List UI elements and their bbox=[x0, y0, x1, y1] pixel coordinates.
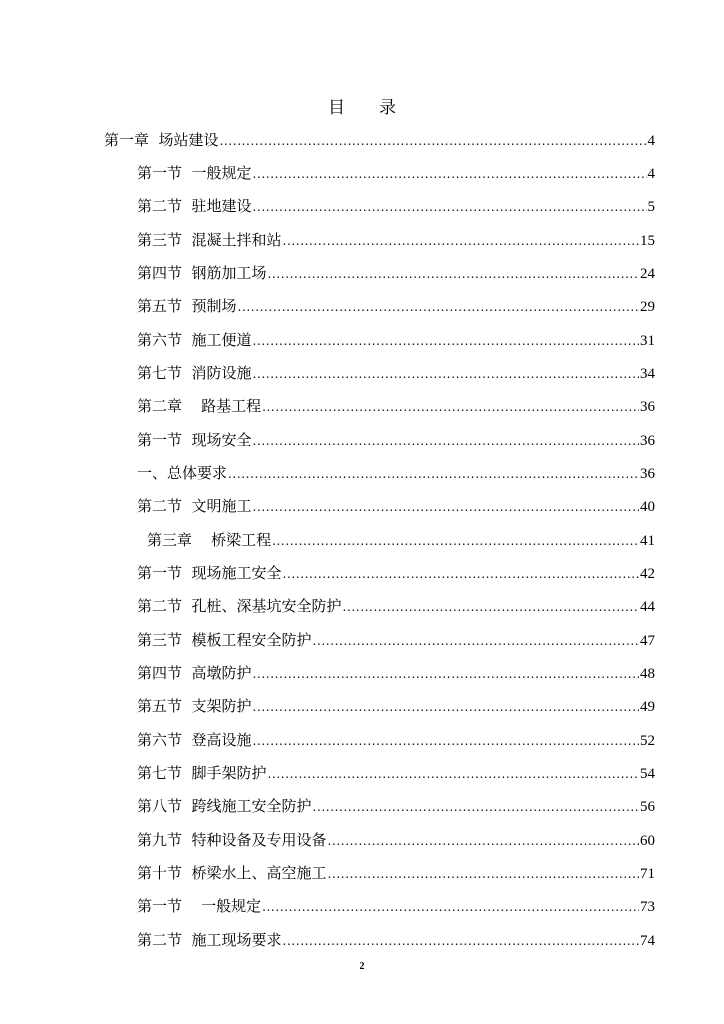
toc-entry-page: 29 bbox=[640, 299, 655, 315]
toc-entry-page: 47 bbox=[640, 633, 655, 649]
toc-leader bbox=[220, 131, 647, 151]
toc-leader bbox=[328, 864, 639, 884]
toc-entry-page: 40 bbox=[640, 499, 655, 515]
toc-entry-label: 第三章 桥梁工程 bbox=[147, 531, 272, 549]
toc-leader bbox=[283, 231, 639, 251]
toc-entry-label: 第九节 特种设备及专用设备 bbox=[137, 831, 327, 849]
toc-entry[interactable] bbox=[137, 830, 655, 850]
toc-entry-label: 第七节 消防设施 bbox=[137, 364, 252, 382]
toc-leader bbox=[328, 831, 639, 851]
toc-entry-page: 15 bbox=[640, 233, 655, 249]
toc-entry-label: 第二章 路基工程 bbox=[137, 397, 262, 415]
toc-entry-label: 第一节 现场安全 bbox=[137, 431, 252, 449]
toc-entry-label: 第五节 预制场 bbox=[137, 297, 237, 315]
toc-entry-page: 49 bbox=[640, 699, 655, 715]
toc-entry-label: 第一章 场站建设 bbox=[104, 131, 219, 149]
toc-entry-label: 第二节 文明施工 bbox=[137, 497, 252, 515]
toc-entry[interactable] bbox=[137, 663, 655, 683]
toc-leader bbox=[313, 797, 639, 817]
toc-entry-page: 4 bbox=[647, 133, 655, 149]
toc-entry-page: 5 bbox=[647, 199, 655, 215]
toc-entry-label: 第四节 钢筋加工场 bbox=[137, 264, 267, 282]
toc-leader bbox=[253, 197, 647, 217]
toc-entry-page: 54 bbox=[640, 766, 655, 782]
toc-entry-page: 36 bbox=[640, 399, 655, 415]
toc-entry-page: 74 bbox=[640, 933, 655, 949]
toc-entry[interactable] bbox=[137, 796, 655, 816]
toc-entry[interactable] bbox=[137, 396, 655, 416]
toc-entry[interactable] bbox=[137, 730, 655, 750]
toc-leader bbox=[313, 631, 639, 651]
toc-leader bbox=[268, 764, 639, 784]
toc-entry-page: 31 bbox=[640, 333, 655, 349]
toc-leader bbox=[253, 431, 639, 451]
toc-entry-page: 48 bbox=[640, 666, 655, 682]
toc-leader bbox=[253, 164, 647, 184]
toc-entry-page: 36 bbox=[640, 433, 655, 449]
toc-entry[interactable] bbox=[137, 896, 655, 916]
page-number: 2 bbox=[359, 961, 365, 972]
toc-entry[interactable] bbox=[137, 696, 655, 716]
toc-entry-label: 一、总体要求 bbox=[137, 464, 228, 482]
toc-entry-page: 4 bbox=[647, 166, 655, 182]
toc-leader bbox=[253, 664, 639, 684]
toc-leader bbox=[253, 731, 639, 751]
toc-entry-label: 第七节 脚手架防护 bbox=[137, 764, 267, 782]
toc-entry-page: 60 bbox=[640, 833, 655, 849]
toc-entry-label: 第十节 桥梁水上、高空施工 bbox=[137, 864, 327, 882]
toc-leader bbox=[283, 931, 639, 951]
title-char-1: 目 bbox=[328, 98, 345, 118]
toc-entry-label: 第三节 模板工程安全防护 bbox=[137, 631, 312, 649]
toc-entry[interactable] bbox=[104, 130, 655, 150]
toc-entry-page: 41 bbox=[640, 533, 655, 549]
toc-entry-page: 56 bbox=[640, 799, 655, 815]
toc-entry[interactable] bbox=[137, 563, 655, 583]
toc-entry[interactable] bbox=[137, 496, 655, 516]
toc-entry-label: 第三节 混凝土拌和站 bbox=[137, 231, 282, 249]
toc-leader bbox=[343, 597, 639, 617]
toc-entry-page: 34 bbox=[640, 366, 655, 382]
toc-leader bbox=[228, 464, 639, 484]
toc-entry-label: 第四节 高墩防护 bbox=[137, 664, 252, 682]
toc-leader bbox=[268, 264, 639, 284]
toc-entry[interactable] bbox=[137, 330, 655, 350]
toc-entry[interactable] bbox=[147, 530, 655, 550]
toc-leader bbox=[253, 364, 639, 384]
toc-entry[interactable] bbox=[137, 630, 655, 650]
toc-entry[interactable] bbox=[137, 763, 655, 783]
page-title bbox=[0, 97, 724, 119]
toc-entry[interactable] bbox=[137, 863, 655, 883]
toc-leader bbox=[283, 564, 639, 584]
toc-entry-page: 44 bbox=[640, 599, 655, 615]
toc-entry[interactable] bbox=[137, 930, 655, 950]
toc-entry-label: 第五节 支架防护 bbox=[137, 697, 252, 715]
toc-entry-page: 36 bbox=[640, 466, 655, 482]
toc-entry-label: 第一节 一般规定 bbox=[137, 897, 262, 915]
toc-entry-label: 第二节 驻地建设 bbox=[137, 197, 252, 215]
toc-leader bbox=[262, 397, 639, 417]
toc-entry-page: 52 bbox=[640, 733, 655, 749]
toc-entry-page: 42 bbox=[640, 566, 655, 582]
toc-leader bbox=[262, 897, 639, 917]
toc-entry-label: 第一节 现场施工安全 bbox=[137, 564, 282, 582]
toc-entry-page: 73 bbox=[640, 899, 655, 915]
toc-entry-label: 第一节 一般规定 bbox=[137, 164, 252, 182]
toc-entry[interactable] bbox=[137, 430, 655, 450]
toc-entry[interactable] bbox=[137, 296, 655, 316]
toc-entry[interactable] bbox=[137, 163, 655, 183]
title-char-2: 录 bbox=[379, 98, 396, 118]
toc-leader bbox=[238, 297, 639, 317]
toc-entry-label: 第六节 登高设施 bbox=[137, 731, 252, 749]
toc-leader bbox=[253, 331, 639, 351]
toc-entry[interactable] bbox=[137, 230, 655, 250]
toc-entry-page: 71 bbox=[640, 866, 655, 882]
toc-leader bbox=[253, 497, 639, 517]
toc-entry-label: 第二节 孔桩、深基坑安全防护 bbox=[137, 597, 342, 615]
toc-entry-label: 第八节 跨线施工安全防护 bbox=[137, 797, 312, 815]
toc-entry[interactable] bbox=[137, 363, 655, 383]
toc-entry-label: 第二节 施工现场要求 bbox=[137, 931, 282, 949]
toc-entry[interactable] bbox=[137, 263, 655, 283]
toc-entry[interactable] bbox=[137, 463, 655, 483]
toc-entry[interactable] bbox=[137, 596, 655, 616]
toc-entry-label: 第六节 施工便道 bbox=[137, 331, 252, 349]
toc-entry[interactable] bbox=[137, 196, 655, 216]
toc-entry-page: 24 bbox=[640, 266, 655, 282]
toc-leader bbox=[272, 531, 639, 551]
toc-leader bbox=[253, 697, 639, 717]
